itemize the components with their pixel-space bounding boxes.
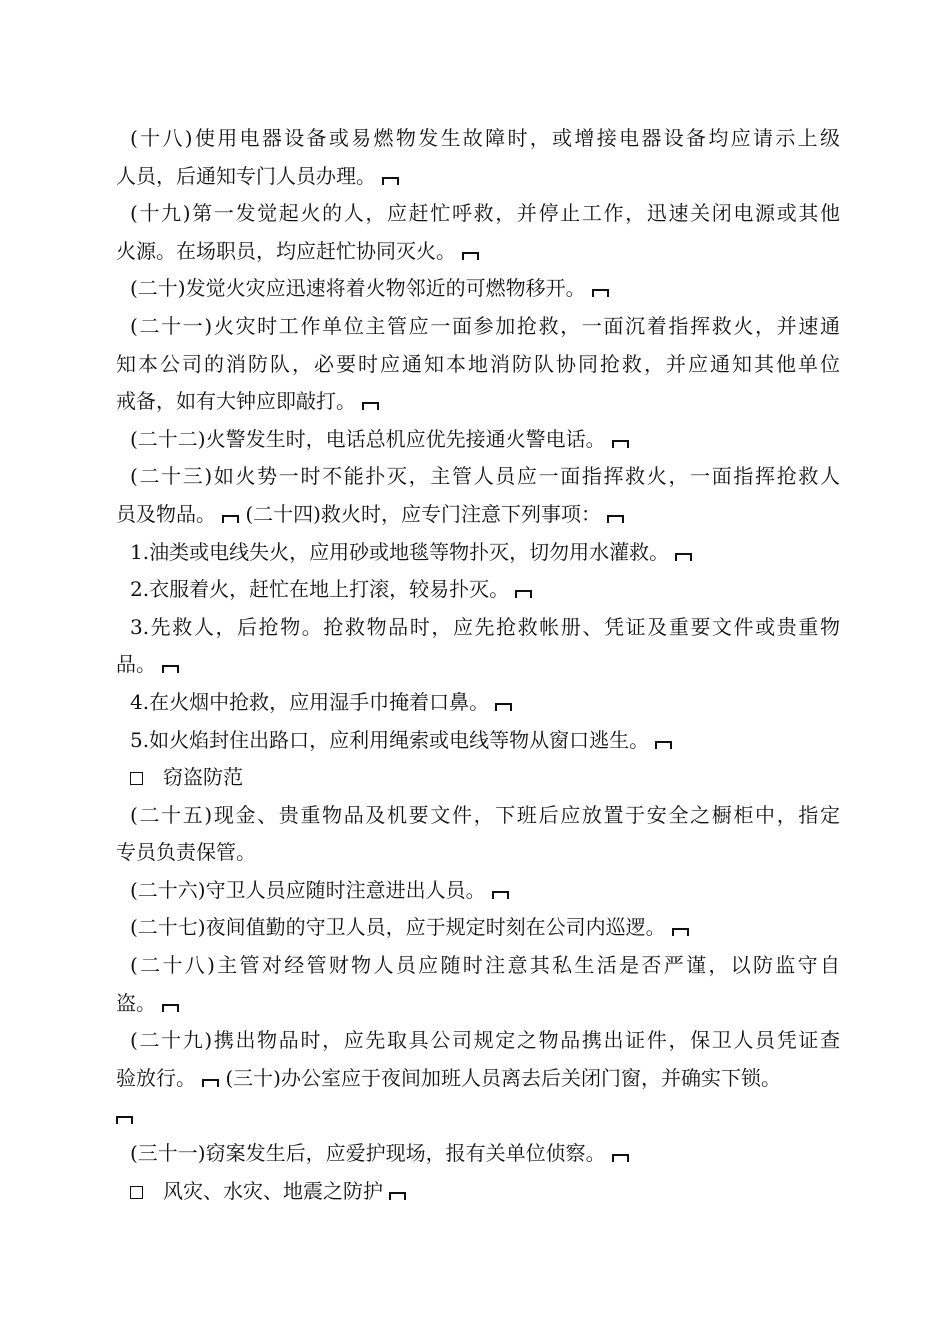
paragraph-line (116, 646, 840, 684)
line-text: (二十二)火警发生时，电话总机应优先接通火警电话。 (130, 426, 606, 451)
paragraph-line (116, 120, 840, 158)
paragraph-line (116, 458, 840, 496)
paragraph-line (116, 158, 840, 196)
line-text: (三十一)窃案发生后，应爱护现场，报有关单位侦察。 (130, 1141, 606, 1166)
paragraph-line (116, 797, 840, 835)
paragraph-mark-icon (162, 1004, 179, 1012)
line-text: (十九)第一发觉起火的人，应赶忙呼救，并停止工作，迅速关闭电源或其他 (130, 201, 840, 226)
paragraph-mark-icon (389, 1192, 406, 1200)
line-text: (二十四)救火时，应专门注意下列事项： (245, 501, 601, 526)
line-text: 3.先救人，后抢物。抢救物品时，应先抢救帐册、凭证及重要文件或贵重物 (130, 614, 840, 639)
paragraph-mark-icon (116, 1116, 133, 1124)
line-text: 火源。在场职员，均应赶忙协同灭火。 (116, 238, 456, 263)
paragraph-mark-icon (222, 515, 239, 523)
paragraph-mark-icon (612, 440, 629, 448)
paragraph-line (116, 684, 840, 722)
line-text: (二十七)夜间值勤的守卫人员，应于规定时刻在公司内巡逻。 (130, 915, 666, 940)
paragraph-mark-icon (382, 177, 399, 185)
paragraph-line (116, 383, 840, 421)
paragraph-line (116, 1135, 840, 1173)
paragraph-mark-icon (202, 1079, 219, 1087)
line-text: (十八)使用电器设备或易燃物发生故障时，或增接电器设备均应请示上级 (130, 126, 840, 150)
line-text: 1.油类或电线失火，应用砂或地毯等物扑灭，切勿用水灌救。 (130, 539, 670, 564)
section-heading (116, 1173, 840, 1211)
line-text: 品。 (116, 652, 156, 677)
paragraph-mark-icon (607, 515, 624, 523)
line-text: 4.在火烟中抢救，应用湿手巾掩着口鼻。 (130, 689, 490, 714)
paragraph-mark-icon (612, 1154, 629, 1162)
paragraph-mark-icon (515, 590, 532, 598)
paragraph-line (116, 346, 840, 384)
line-text: 盗。 (116, 990, 156, 1015)
paragraph-line (116, 722, 840, 760)
paragraph-mark-icon (162, 665, 179, 673)
section-heading-text: 风灾、水灾、地震之防护 (163, 1178, 383, 1203)
checkbox-square-icon (130, 772, 143, 785)
paragraph-line (116, 421, 840, 459)
line-text: 5.如火焰封住出路口，应利用绳索或电线等物从窗口逃生。 (130, 727, 650, 752)
paragraph-line (116, 834, 840, 872)
line-text: (二十九)携出物品时，应先取具公司规定之物品携出证件，保卫人员凭证查 (130, 1028, 840, 1053)
line-text: (二十五)现金、贵重物品及机要文件，下班后应放置于安全之橱柜中，指定 (130, 802, 840, 827)
line-text: 验放行。 (116, 1065, 196, 1090)
paragraph-line (116, 571, 840, 609)
paragraph-mark-icon (362, 402, 379, 410)
paragraph-line (116, 1097, 840, 1135)
paragraph-line (116, 947, 840, 985)
paragraph-line (116, 270, 840, 308)
line-text: 知本公司的消防队，必要时应通知本地消防队协同抢救，并应通知其他单位 (116, 351, 840, 376)
paragraph-mark-icon (462, 252, 479, 260)
line-text: (二十)发觉火灾应迅速将着火物邻近的可燃物移开。 (130, 276, 586, 301)
paragraph-line (116, 1022, 840, 1060)
paragraph-line (116, 496, 840, 534)
paragraph-line (116, 909, 840, 947)
line-text: 专员负责保管。 (116, 840, 256, 865)
line-text: (二十三)如火势一时不能扑灭，主管人员应一面指挥救火，一面指挥抢救人 (130, 464, 840, 489)
line-text: 员及物品。 (116, 501, 216, 526)
document-body (116, 120, 840, 1210)
paragraph-line (116, 985, 840, 1023)
paragraph-mark-icon (492, 891, 509, 899)
paragraph-line (116, 872, 840, 910)
paragraph-line (116, 308, 840, 346)
section-heading (116, 759, 840, 797)
paragraph-mark-icon (592, 289, 609, 297)
paragraph-line (116, 1060, 840, 1098)
line-text: (二十一)火灾时工作单位主管应一面参加抢救，一面沉着指挥救火，并速通 (130, 313, 840, 338)
line-text: 2.衣服着火，赶忙在地上打滚，较易扑灭。 (130, 577, 510, 602)
line-text: 戒备，如有大钟应即敲打。 (116, 389, 356, 414)
line-text: (三十)办公室应于夜间加班人员离去后关闭门窗，并确实下锁。 (225, 1065, 781, 1090)
paragraph-mark-icon (495, 703, 512, 711)
line-text: (二十六)守卫人员应随时注意进出人员。 (130, 877, 486, 902)
line-text: (二十八)主管对经管财物人员应随时注意其私生活是否严谨，以防监守自 (130, 953, 840, 978)
paragraph-line (116, 534, 840, 572)
section-heading-text: 窃盗防范 (163, 765, 243, 790)
checkbox-square-icon (130, 1186, 143, 1199)
paragraph-line (116, 195, 840, 233)
paragraph-line (116, 233, 840, 271)
paragraph-mark-icon (672, 928, 689, 936)
paragraph-line (116, 609, 840, 647)
paragraph-mark-icon (655, 741, 672, 749)
line-text: 人员，后通知专门人员办理。 (116, 163, 376, 188)
paragraph-mark-icon (675, 553, 692, 561)
